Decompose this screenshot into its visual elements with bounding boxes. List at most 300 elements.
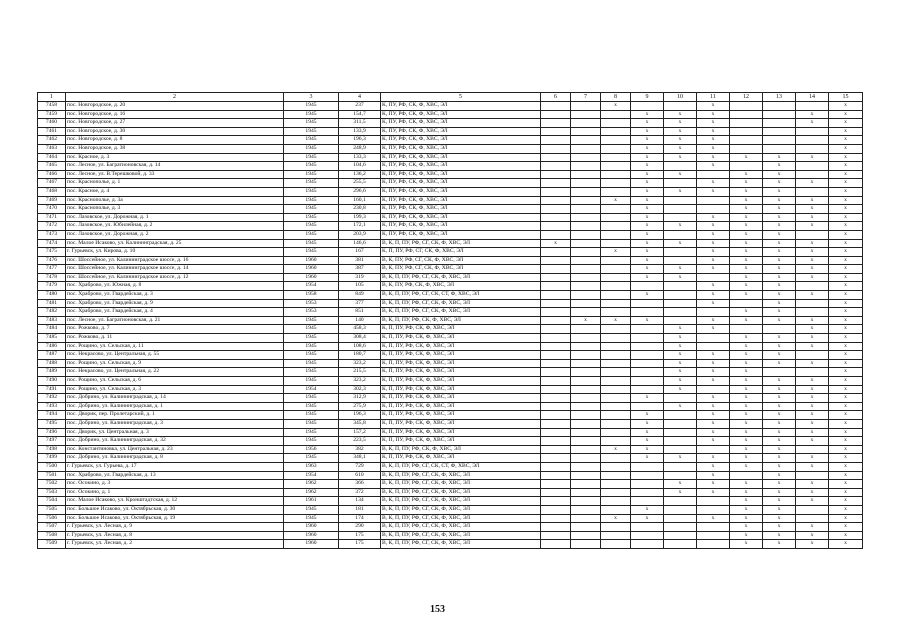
col-15-cell: x	[829, 265, 863, 274]
features-cell: В, К, П, ПУ, РФ, СГ, СК, Ф, ХВС, ЭЛ	[381, 505, 541, 514]
features-cell: К, П, ПУ, РФ, СК, Ф, ХВС, ЭЛ	[381, 411, 541, 420]
col-6-cell	[541, 325, 571, 334]
col-12-cell: x	[730, 316, 763, 325]
table-row	[38, 334, 863, 343]
col-14-cell: x	[796, 394, 829, 403]
col-13-cell: x	[763, 162, 796, 171]
col-7-cell	[571, 394, 601, 403]
col-15-cell: x	[829, 187, 863, 196]
col-6-cell	[541, 282, 571, 291]
col-9-cell: x	[631, 110, 664, 119]
table-row	[38, 514, 863, 523]
col-15-cell: x	[829, 523, 863, 532]
col-8-cell	[601, 282, 631, 291]
col-12-cell: x	[730, 540, 763, 549]
col-6-cell	[541, 514, 571, 523]
column-header: 13	[763, 93, 796, 102]
col-10-cell	[664, 540, 697, 549]
col-7-cell	[571, 308, 601, 317]
col-7-cell	[571, 497, 601, 506]
address-cell: пос. Шоссейное, ул. Калининградское шоссе, д. 12	[66, 273, 284, 282]
col-13-cell	[763, 325, 796, 334]
address-cell: пос. Лазовское, ул. Дорожная, д. 1	[66, 213, 284, 222]
record-number-cell: 7509	[38, 540, 66, 549]
col-13-cell: x	[763, 351, 796, 360]
col-8-cell	[601, 411, 631, 420]
col-10-cell	[664, 213, 697, 222]
table-row	[38, 445, 863, 454]
col-13-cell: x	[763, 248, 796, 257]
col-8-cell	[601, 273, 631, 282]
record-number-cell: 7466	[38, 170, 66, 179]
col-8-cell	[601, 187, 631, 196]
col-11-cell: x	[697, 248, 730, 257]
features-cell: К, ПУ, РФ, СК, Ф, ХВС, ЭЛ	[381, 136, 541, 145]
col-6-cell	[541, 351, 571, 360]
area-cell: 312,9	[339, 394, 381, 403]
area-cell: 290	[339, 523, 381, 532]
col-11-cell	[697, 308, 730, 317]
table-row	[38, 462, 863, 471]
record-number-cell: 7473	[38, 230, 66, 239]
table-row	[38, 153, 863, 162]
year-built-cell: 1945	[284, 239, 339, 248]
address-cell: пос. Рощино, ул. Сельская, д. 11	[66, 342, 284, 351]
col-7-cell	[571, 351, 601, 360]
address-cell: пос. Большое Исаково, ул. Октябрьская, д. 19	[66, 514, 284, 523]
col-14-cell: x	[796, 248, 829, 257]
col-8-cell	[601, 153, 631, 162]
col-14-cell: x	[796, 462, 829, 471]
address-cell: пос. Константиновка, ул. Центральная, д. 23	[66, 445, 284, 454]
year-built-cell: 1945	[284, 222, 339, 231]
address-cell: пос. Некрасово, ул. Центральная, д. 55	[66, 351, 284, 360]
area-cell: 136,2	[339, 170, 381, 179]
col-9-cell	[631, 299, 664, 308]
col-13-cell	[763, 368, 796, 377]
record-number-cell: 7483	[38, 316, 66, 325]
col-14-cell: x	[796, 265, 829, 274]
features-cell: К, П, ПУ, РФ, СК, Ф, ХВС, ЭЛ	[381, 351, 541, 360]
record-number-cell: 7493	[38, 402, 66, 411]
col-8-cell: x	[601, 248, 631, 257]
column-header: 7	[571, 93, 601, 102]
area-cell: 275,9	[339, 402, 381, 411]
col-11-cell: x	[697, 299, 730, 308]
year-built-cell: 1945	[284, 196, 339, 205]
col-12-cell: x	[730, 291, 763, 300]
col-11-cell	[697, 505, 730, 514]
area-cell: 105	[339, 282, 381, 291]
col-14-cell	[796, 471, 829, 480]
features-cell: В, К, П, ПУ, РФ, СГ, СК, Ф, ХВС, ЭЛ	[381, 299, 541, 308]
table-row	[38, 325, 863, 334]
col-14-cell: x	[796, 523, 829, 532]
col-6-cell	[541, 162, 571, 171]
col-15-cell: x	[829, 342, 863, 351]
col-7-cell	[571, 187, 601, 196]
col-15-cell: x	[829, 540, 863, 549]
col-6-cell	[541, 213, 571, 222]
features-cell: В, К, П, ПУ, РФ, СГ, СК, Ф, ХВС, ЭЛ	[381, 497, 541, 506]
col-14-cell: x	[796, 119, 829, 128]
col-13-cell: x	[763, 359, 796, 368]
col-6-cell	[541, 368, 571, 377]
col-12-cell: x	[730, 419, 763, 428]
year-built-cell: 1945	[284, 428, 339, 437]
col-11-cell: x	[697, 454, 730, 463]
col-10-cell: x	[664, 334, 697, 343]
col-8-cell	[601, 462, 631, 471]
area-cell: 167	[339, 248, 381, 257]
features-cell: В, К, ПУ, РФ, СГ, СК, Ф, ХВС, ЭЛ	[381, 256, 541, 265]
col-9-cell: x	[631, 248, 664, 257]
col-9-cell: x	[631, 291, 664, 300]
col-8-cell	[601, 127, 631, 136]
col-9-cell	[631, 282, 664, 291]
col-15-cell: x	[829, 454, 863, 463]
col-6-cell	[541, 196, 571, 205]
col-8-cell	[601, 540, 631, 549]
col-8-cell	[601, 299, 631, 308]
col-7-cell	[571, 411, 601, 420]
table-row	[38, 144, 863, 153]
col-15-cell: x	[829, 437, 863, 446]
col-13-cell: x	[763, 419, 796, 428]
features-cell: В, К, П, ПУ, РФ, СГ, СК, Ф, ХВС, ЭЛ	[381, 488, 541, 497]
year-built-cell: 1960	[284, 523, 339, 532]
year-built-cell: 1945	[284, 162, 339, 171]
col-7-cell	[571, 299, 601, 308]
col-14-cell: x	[796, 213, 829, 222]
address-cell: г. Гурьевск, ул. Лесная, д. 8	[66, 531, 284, 540]
year-built-cell: 1960	[284, 273, 339, 282]
col-15-cell: x	[829, 419, 863, 428]
table-row	[38, 222, 863, 231]
record-number-cell: 7461	[38, 127, 66, 136]
col-9-cell	[631, 488, 664, 497]
year-built-cell: 1945	[284, 419, 339, 428]
col-13-cell: x	[763, 437, 796, 446]
col-12-cell	[730, 136, 763, 145]
col-14-cell: x	[796, 205, 829, 214]
col-9-cell: x	[631, 419, 664, 428]
col-14-cell	[796, 282, 829, 291]
table-row	[38, 523, 863, 532]
col-11-cell: x	[697, 265, 730, 274]
col-10-cell	[664, 282, 697, 291]
col-15-cell: x	[829, 213, 863, 222]
col-10-cell	[664, 248, 697, 257]
col-14-cell	[796, 144, 829, 153]
address-cell: г. Гурьевск, ул. Лесная, д. 2	[66, 540, 284, 549]
record-number-cell: 7494	[38, 411, 66, 420]
col-11-cell: x	[697, 213, 730, 222]
features-cell: В, К, П, ПУ, РФ, СГ, СК, Ф, ХВС, ЭЛ	[381, 480, 541, 489]
year-built-cell: 1945	[284, 179, 339, 188]
col-14-cell: x	[796, 196, 829, 205]
col-15-cell: x	[829, 385, 863, 394]
col-9-cell	[631, 325, 664, 334]
area-cell: 157,2	[339, 428, 381, 437]
col-10-cell: x	[664, 325, 697, 334]
col-6-cell	[541, 179, 571, 188]
table-row	[38, 256, 863, 265]
record-number-cell: 7462	[38, 136, 66, 145]
col-14-cell: x	[796, 222, 829, 231]
column-header: 10	[664, 93, 697, 102]
features-cell: К, ПУ, РФ, СК, Ф, ХВС, ЭЛ	[381, 179, 541, 188]
area-cell: 296,6	[339, 187, 381, 196]
col-15-cell: x	[829, 505, 863, 514]
col-6-cell	[541, 102, 571, 111]
col-12-cell: x	[730, 222, 763, 231]
address-cell: пос. Добрино, ул. Калининградская, д. 14	[66, 394, 284, 403]
col-12-cell: x	[730, 462, 763, 471]
col-14-cell	[796, 505, 829, 514]
area-cell: 345,8	[339, 419, 381, 428]
col-12-cell	[730, 102, 763, 111]
col-11-cell: x	[697, 230, 730, 239]
col-7-cell	[571, 222, 601, 231]
year-built-cell: 1945	[284, 127, 339, 136]
col-10-cell	[664, 179, 697, 188]
record-number-cell: 7481	[38, 299, 66, 308]
record-number-cell: 7471	[38, 213, 66, 222]
col-9-cell	[631, 531, 664, 540]
col-13-cell: x	[763, 428, 796, 437]
area-cell: 146,6	[339, 239, 381, 248]
features-cell: К, ПУ, РФ, СК, Ф, ХВС, ЭЛ	[381, 222, 541, 231]
year-built-cell: 1945	[284, 437, 339, 446]
col-15-cell: x	[829, 127, 863, 136]
year-built-cell: 1960	[284, 531, 339, 540]
col-11-cell: x	[697, 325, 730, 334]
col-15-cell: x	[829, 282, 863, 291]
col-13-cell: x	[763, 316, 796, 325]
features-cell: К, П, ПУ, РФ, СК, Ф, ХВС, ЭЛ	[381, 394, 541, 403]
col-7-cell	[571, 402, 601, 411]
col-15-cell: x	[829, 514, 863, 523]
features-cell: В, К, ПУ, РФ, СК, Ф, ХВС, ЭЛ	[381, 282, 541, 291]
col-14-cell	[796, 351, 829, 360]
table-row	[38, 162, 863, 171]
col-13-cell	[763, 144, 796, 153]
address-cell: пос. Лесное, ул. Багратионовская, д. 21	[66, 316, 284, 325]
col-13-cell: x	[763, 196, 796, 205]
col-15-cell: x	[829, 334, 863, 343]
column-header: 1	[38, 93, 66, 102]
table-row	[38, 248, 863, 257]
col-9-cell: x	[631, 136, 664, 145]
col-12-cell: x	[730, 187, 763, 196]
col-9-cell: x	[631, 230, 664, 239]
year-built-cell: 1945	[284, 454, 339, 463]
table-row	[38, 385, 863, 394]
col-11-cell: x	[697, 291, 730, 300]
col-6-cell	[541, 497, 571, 506]
col-6-cell	[541, 222, 571, 231]
col-10-cell	[664, 497, 697, 506]
column-header: 9	[631, 93, 664, 102]
col-7-cell	[571, 248, 601, 257]
area-cell: 223,5	[339, 437, 381, 446]
col-9-cell	[631, 471, 664, 480]
col-11-cell: x	[697, 153, 730, 162]
col-9-cell: x	[631, 196, 664, 205]
col-9-cell: x	[631, 179, 664, 188]
table-row	[38, 531, 863, 540]
col-12-cell	[730, 471, 763, 480]
col-6-cell	[541, 411, 571, 420]
col-6-cell	[541, 248, 571, 257]
col-11-cell: x	[697, 282, 730, 291]
features-cell: К, П, ПУ, РФ, СК, Ф, ХВС, ЭЛ	[381, 385, 541, 394]
col-14-cell: x	[796, 531, 829, 540]
col-13-cell: x	[763, 153, 796, 162]
col-12-cell: x	[730, 394, 763, 403]
col-10-cell	[664, 162, 697, 171]
area-cell: 196,3	[339, 411, 381, 420]
col-13-cell: x	[763, 462, 796, 471]
col-13-cell: x	[763, 394, 796, 403]
col-13-cell: x	[763, 471, 796, 480]
col-10-cell: x	[664, 377, 697, 386]
col-12-cell: x	[730, 514, 763, 523]
col-11-cell	[697, 531, 730, 540]
col-11-cell: x	[697, 256, 730, 265]
col-9-cell: x	[631, 394, 664, 403]
year-built-cell: 1953	[284, 299, 339, 308]
record-number-cell: 7507	[38, 523, 66, 532]
address-cell: пос. Храброво, ул. Гвардейская, д. 3	[66, 291, 284, 300]
year-built-cell: 1945	[284, 136, 339, 145]
col-15-cell: x	[829, 102, 863, 111]
col-15-cell: x	[829, 488, 863, 497]
year-built-cell: 1945	[284, 102, 339, 111]
record-number-cell: 7496	[38, 428, 66, 437]
area-cell: 729	[339, 462, 381, 471]
col-11-cell: x	[697, 351, 730, 360]
col-14-cell: x	[796, 454, 829, 463]
col-7-cell	[571, 325, 601, 334]
col-12-cell	[730, 110, 763, 119]
col-9-cell: x	[631, 187, 664, 196]
area-cell: 387	[339, 265, 381, 274]
area-cell: 134	[339, 497, 381, 506]
column-header: 4	[339, 93, 381, 102]
address-cell: г. Гурьевск, ул. Гурьева, д. 17	[66, 462, 284, 471]
col-8-cell	[601, 351, 631, 360]
record-number-cell: 7495	[38, 419, 66, 428]
year-built-cell: 1945	[284, 394, 339, 403]
col-7-cell	[571, 377, 601, 386]
area-cell: 851	[339, 308, 381, 317]
col-12-cell: x	[730, 454, 763, 463]
year-built-cell: 1945	[284, 325, 339, 334]
col-11-cell: x	[697, 411, 730, 420]
col-7-cell	[571, 162, 601, 171]
col-15-cell: x	[829, 359, 863, 368]
col-6-cell	[541, 170, 571, 179]
area-cell: 458,3	[339, 325, 381, 334]
col-9-cell: x	[631, 445, 664, 454]
table-row	[38, 239, 863, 248]
col-12-cell: x	[730, 497, 763, 506]
address-cell: пос. Осокино, д. 1	[66, 488, 284, 497]
year-built-cell: 1945	[284, 334, 339, 343]
col-11-cell: x	[697, 110, 730, 119]
area-cell: 174	[339, 514, 381, 523]
col-13-cell: x	[763, 187, 796, 196]
col-11-cell: x	[697, 136, 730, 145]
area-cell: 230,8	[339, 205, 381, 214]
col-13-cell: x	[763, 205, 796, 214]
col-15-cell: x	[829, 136, 863, 145]
col-15-cell: x	[829, 445, 863, 454]
col-8-cell	[601, 342, 631, 351]
col-7-cell	[571, 144, 601, 153]
table-row	[38, 265, 863, 274]
col-8-cell	[601, 136, 631, 145]
col-6-cell	[541, 144, 571, 153]
col-12-cell: x	[730, 282, 763, 291]
col-14-cell: x	[796, 179, 829, 188]
col-12-cell	[730, 299, 763, 308]
col-13-cell: x	[763, 239, 796, 248]
area-cell: 215,5	[339, 368, 381, 377]
col-12-cell: x	[730, 445, 763, 454]
table-row	[38, 454, 863, 463]
col-13-cell	[763, 136, 796, 145]
col-6-cell	[541, 334, 571, 343]
col-6-cell: x	[541, 239, 571, 248]
features-cell: К, ПУ, РФ, СК, Ф, ХВС, ЭЛ	[381, 153, 541, 162]
col-11-cell: x	[697, 102, 730, 111]
record-number-cell: 7484	[38, 325, 66, 334]
col-15-cell: x	[829, 394, 863, 403]
col-13-cell: x	[763, 377, 796, 386]
col-8-cell	[601, 523, 631, 532]
col-11-cell: x	[697, 239, 730, 248]
col-10-cell	[664, 230, 697, 239]
col-14-cell: x	[796, 239, 829, 248]
area-cell: 196,3	[339, 136, 381, 145]
col-15-cell: x	[829, 368, 863, 377]
features-cell: В, К, П, ПУ, РФ, СГ, СК, Ф, ХВС, ЭЛ	[381, 273, 541, 282]
features-cell: К, П, ПУ, РФ, СК, Ф, ХВС, ЭЛ	[381, 402, 541, 411]
col-6-cell	[541, 299, 571, 308]
col-14-cell	[796, 445, 829, 454]
col-14-cell: x	[796, 256, 829, 265]
col-10-cell: x	[664, 144, 697, 153]
address-cell: пос. Рожково, д. 11	[66, 334, 284, 343]
features-cell: В, К, П, ПУ, РФ, СК, Ф, ХВС, ЭЛ	[381, 316, 541, 325]
col-14-cell	[796, 368, 829, 377]
col-6-cell	[541, 273, 571, 282]
col-10-cell: x	[664, 480, 697, 489]
col-13-cell: x	[763, 514, 796, 523]
address-cell: г. Гурьевск, ул. Кирова, д. 10	[66, 248, 284, 257]
col-10-cell: x	[664, 170, 697, 179]
col-14-cell	[796, 170, 829, 179]
col-7-cell	[571, 480, 601, 489]
col-6-cell	[541, 359, 571, 368]
column-header: 11	[697, 93, 730, 102]
col-14-cell: x	[796, 316, 829, 325]
col-7-cell	[571, 213, 601, 222]
table-row	[38, 179, 863, 188]
